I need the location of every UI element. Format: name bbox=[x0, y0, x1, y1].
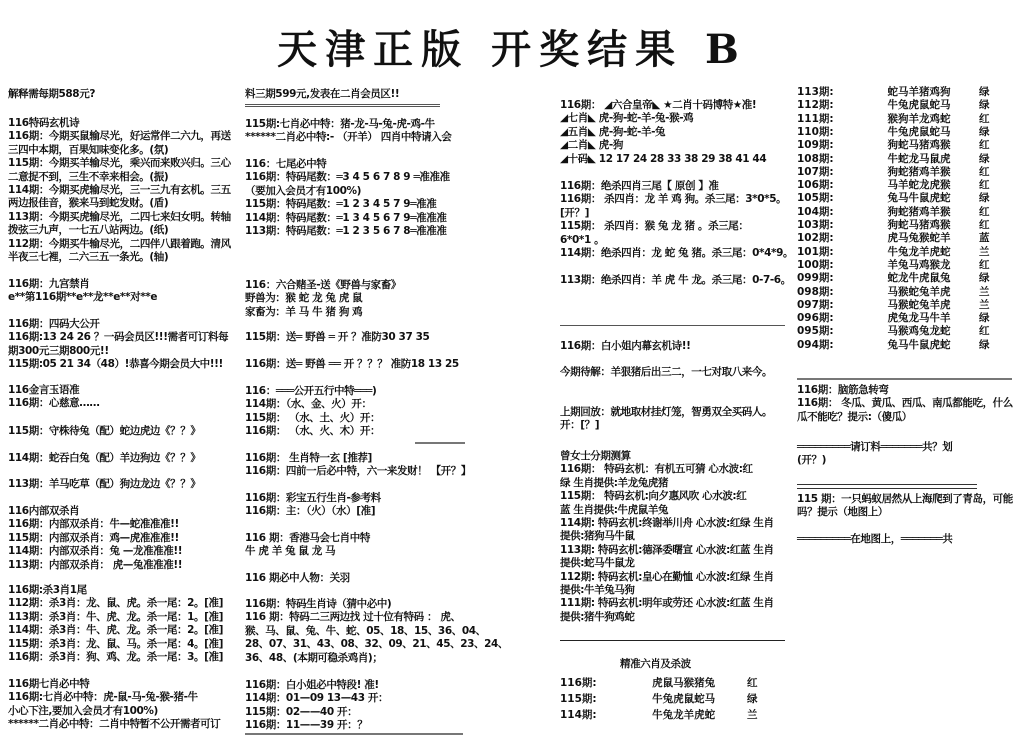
wave-color: 红 bbox=[979, 219, 990, 231]
zodiacs: 虎兔龙马牛羊 bbox=[887, 312, 951, 325]
wave-color: 绿 bbox=[979, 272, 990, 285]
text-line: [开？] bbox=[560, 206, 589, 219]
text-line: 三四中本期，百果知味变化多。(氛) bbox=[8, 143, 169, 156]
text-line: 116期:杀3肖1尾 bbox=[8, 584, 87, 596]
text-line: ◢二肖◣ 虎-狗 bbox=[560, 139, 623, 152]
text-line: 116：六合赌圣-送《野兽与家畜》 bbox=[245, 279, 401, 291]
wave-color: 红 bbox=[979, 139, 990, 152]
text-line: 114期：今期买虎输尽光，三一三九有玄机。三五 bbox=[8, 183, 231, 196]
text-line: 116期：四码大公开 bbox=[8, 318, 100, 330]
history-row bbox=[797, 312, 1019, 325]
six-zodiac-row bbox=[560, 709, 782, 722]
zodiac-special-block bbox=[245, 452, 473, 479]
poem-block bbox=[8, 117, 238, 264]
golden-114 bbox=[8, 452, 238, 465]
text-line: 开：[？] bbox=[560, 419, 600, 432]
text-line: 拨弦三九声，一七五八站两边。(纸) bbox=[8, 224, 169, 237]
text-line: 半夜三七裡，二六三五一条光。(轴) bbox=[8, 250, 169, 263]
history-row bbox=[797, 113, 1019, 126]
last-issue bbox=[560, 406, 792, 433]
text-line: 112期: 特码玄机:皇心在勤恤 心水波:红绿 生肖 bbox=[560, 570, 774, 583]
wave-color: 绿 bbox=[979, 338, 990, 351]
text-line: 115期:七肖必中特：猪-龙-马-兔-虎-鸡-牛 bbox=[245, 118, 435, 130]
text-line: 116期：主：（火）（水）[准] bbox=[245, 505, 376, 518]
text-line: （要加入会员才有100%) bbox=[245, 184, 362, 197]
text-line: 116 期：香港马会七肖中特 bbox=[245, 532, 370, 544]
zodiacs: 牛兔龙羊虎蛇 bbox=[652, 709, 716, 721]
golden-words-block bbox=[8, 384, 238, 411]
text-line: 113期：今期买虎输尽光，二四七来妇女明。转轴 bbox=[8, 210, 231, 223]
history-row bbox=[797, 259, 1019, 272]
text-line: 114期：01—09 13—43 开： bbox=[245, 692, 389, 705]
riddle-block bbox=[797, 384, 1019, 424]
text-line: 野兽为：猴 蛇 龙 兔 虎 鼠 bbox=[245, 292, 363, 305]
text-line: 解释需每期588元? bbox=[8, 88, 96, 100]
text-line: 116期：九宫禁肖 bbox=[8, 278, 90, 290]
history-row bbox=[797, 179, 1019, 192]
text-line: 曾女士分期测算 bbox=[560, 450, 631, 462]
zodiacs: 狗蛇猪鸡羊猴 bbox=[887, 165, 951, 178]
text-line: 精准六肖及杀波 bbox=[620, 658, 691, 670]
text-line: 116期：今期买鼠输尽光，好运常伴二六九，再送 bbox=[8, 130, 231, 143]
text-line: 115期：送═ 野兽 ═ 开 ？准防30 37 35 bbox=[245, 331, 430, 343]
text-line: ═════════请订料═══════共？划 bbox=[797, 441, 953, 453]
text-line: 吗？提示（地图上） bbox=[797, 506, 888, 519]
six-zodiac-title bbox=[620, 658, 852, 671]
send-115 bbox=[245, 331, 473, 344]
text-line: 111期: 特码玄机:明年或劳还 心水波:红蓝 生肖 bbox=[560, 597, 774, 610]
caibao-block bbox=[245, 492, 473, 519]
map-block bbox=[797, 533, 1019, 546]
seven-115-block bbox=[245, 118, 473, 145]
text-line: 牛 虎 羊 兔 鼠 龙 马 bbox=[245, 545, 336, 558]
wave-color: 绿 bbox=[979, 152, 990, 165]
text-line: 116：═══公开五行中特═══) bbox=[245, 385, 377, 397]
wild-domestic-block bbox=[245, 279, 473, 319]
zodiacs: 虎马兔猴蛇羊 bbox=[887, 232, 951, 245]
text-line: 116期：特码生肖诗（猜中必中) bbox=[245, 598, 392, 610]
history-row bbox=[797, 126, 1019, 139]
text-line: 115期:05 21 34（48）!恭喜今期会员大中!!! bbox=[8, 358, 223, 371]
text-line: 上期回放：就地取材挂灯笼，智勇双全买码人。 bbox=[560, 406, 773, 418]
zodiacs: 马猴蛇兔羊虎 bbox=[887, 298, 951, 311]
wave-color: 兰 bbox=[979, 245, 990, 258]
text-line: 蓝 生肖提供:牛虎鼠羊兔 bbox=[560, 503, 669, 516]
text-line: 115期： 杀四肖：猴 兔 龙 猪 。杀三尾： bbox=[560, 220, 749, 233]
history-row bbox=[797, 286, 1019, 299]
zodiacs: 牛兔虎鼠蛇马 bbox=[887, 125, 951, 138]
period: 110期: bbox=[797, 125, 834, 138]
text-line: 二意捉不到，三生不幸来相会。(振) bbox=[8, 170, 169, 183]
text-line: 116期： ◢六合皇帝◣ ★二肖十码博特★准! bbox=[560, 99, 757, 111]
text-line: 料三期599元,发表在二肖会员区!! bbox=[245, 88, 400, 100]
zodiacs: 牛兔虎鼠蛇马 bbox=[652, 693, 716, 705]
period: 105期: bbox=[797, 192, 834, 205]
zodiacs: 蛇马羊猪鸡狗 bbox=[887, 86, 951, 98]
text-line: ◢五肖◣ 虎-狗-蛇-羊-兔 bbox=[560, 125, 666, 138]
text-line: 今期待解：羊狠猪后出三二，一七对取八来今。 bbox=[560, 366, 773, 378]
history-row bbox=[797, 246, 1019, 259]
text-line: 116期： 特码玄机：有机五可猜 心水波:红 bbox=[560, 463, 753, 476]
period: 113期: bbox=[797, 86, 834, 98]
wave-color: 绿 bbox=[746, 693, 758, 705]
text-line: 115期：内部双杀肖：鸡—虎准准准!! bbox=[8, 531, 179, 544]
double-kill-block bbox=[8, 505, 238, 572]
text-line: 116期：绝杀四肖三尾【 原创 】准 bbox=[560, 180, 719, 192]
zeng-block bbox=[560, 450, 792, 624]
history-row bbox=[797, 232, 1019, 245]
zodiacs: 狗蛇马猪鸡猴 bbox=[887, 139, 951, 152]
text-line: 114期: 特码玄机:终谢举川舟 心水波:红绿 生肖 bbox=[560, 516, 774, 529]
wave-color: 绿 bbox=[979, 99, 990, 112]
text-line: 116期：送═ 野兽 ══ 开 ？？？ 准防18 13 25 bbox=[245, 358, 459, 370]
wave-color: 绿 bbox=[979, 125, 990, 138]
zodiacs: 兔马牛鼠虎蛇 bbox=[887, 338, 951, 351]
period: 097期: bbox=[797, 298, 834, 311]
text-line: 115期：杀3肖：龙、鼠、马。杀一尾：4。[准] bbox=[8, 637, 224, 650]
period: 098期: bbox=[797, 285, 834, 298]
text-line: 116期:13 24 26 ？一码会员区!!!需者可订料每 bbox=[8, 331, 229, 344]
period: 108期: bbox=[797, 152, 834, 165]
text-line: 116期：心慈意…… bbox=[8, 397, 100, 410]
zodiacs: 马猴鸡兔龙蛇 bbox=[887, 325, 951, 338]
period: 102期: bbox=[797, 232, 834, 245]
text-line: 116期： 冬瓜、黄瓜、西瓜、南瓜都能吃，什么 bbox=[797, 397, 1013, 410]
text-line: 113期: 特码玄机:德泽委曙宣 心水波:红蓝 生肖 bbox=[560, 543, 774, 556]
seven-tail-block bbox=[245, 158, 473, 238]
text-line: 113期：杀3肖：牛、虎、龙。杀一尾：1。[准] bbox=[8, 610, 224, 623]
text-line: 115期： 特码玄机:向夕惠风吹 心水波:红 bbox=[560, 490, 747, 503]
zodiacs: 马羊蛇龙虎猴 bbox=[887, 179, 951, 192]
period: 101期: bbox=[797, 245, 834, 258]
person-block bbox=[245, 572, 473, 585]
history-row bbox=[797, 219, 1019, 232]
price-note bbox=[245, 88, 473, 101]
text-line: 提供:蛇马牛鼠龙 bbox=[560, 557, 635, 570]
text-line: ═════════在地图上，═══════共 bbox=[797, 533, 953, 545]
wave-color: 红 bbox=[979, 325, 990, 338]
five-elements-block bbox=[245, 385, 473, 439]
text-line: 提供:猪牛狗鸡蛇 bbox=[560, 610, 635, 623]
wave-color: 兰 bbox=[979, 285, 990, 298]
wave-color: 红 bbox=[979, 165, 990, 178]
text-line: 112期：杀3肖：龙、鼠、虎。杀一尾：2。[准] bbox=[8, 597, 224, 610]
period: 106期: bbox=[797, 179, 834, 192]
divider bbox=[797, 378, 1012, 380]
text-line: 115期：守株待兔（配）蛇边虎边《？？》 bbox=[8, 425, 201, 437]
riddle-115-block bbox=[797, 493, 1019, 520]
divider bbox=[245, 733, 463, 735]
text-line: 家畜为：羊 马 牛 猪 狗 鸡 bbox=[245, 305, 363, 318]
text-line: 116期：脑筋急转弯 bbox=[797, 384, 889, 396]
text-line: 115期：02——40 开： bbox=[245, 705, 358, 718]
six-zodiac-row bbox=[560, 693, 782, 706]
text-line: 36、48、(本期可稳杀鸡肖)； bbox=[245, 651, 383, 664]
divider bbox=[415, 442, 465, 444]
text-line: 绿 生肖提供:羊龙兔虎猪 bbox=[560, 476, 669, 489]
period: 107期: bbox=[797, 165, 834, 178]
text-line: 113期：绝杀四肖：羊 虎 牛 龙。杀三尾：0-7-6。 bbox=[560, 273, 791, 286]
text-line: 114期：蛇吞白兔（配）羊边狗边《？？》 bbox=[8, 452, 201, 464]
wave-color: 红 bbox=[979, 179, 990, 192]
text-line: 提供:猪狗马牛鼠 bbox=[560, 530, 635, 543]
text-line: 116期：特码尾数：═3 4 5 6 7 8 9 ═准准准 bbox=[245, 171, 450, 184]
history-row bbox=[797, 339, 1019, 352]
text-line: 112期：今期买牛输尽光，二四伴八跟着跑。清风 bbox=[8, 237, 231, 250]
wave-color: 红 bbox=[746, 677, 758, 689]
history-row bbox=[797, 99, 1019, 112]
period: 096期: bbox=[797, 312, 834, 325]
text-line: 115期： （水、土、火）开： bbox=[245, 411, 381, 424]
history-row bbox=[797, 166, 1019, 179]
period: 114期: bbox=[560, 709, 597, 721]
text-line: 28、07、31、43、08、32、09、21、45、23、24、 bbox=[245, 638, 509, 651]
order-block bbox=[797, 441, 1019, 468]
zodiacs: 蛇龙牛虎鼠兔 bbox=[887, 272, 951, 285]
bai-poem-block bbox=[560, 340, 792, 353]
text-line: 瓜不能吃？提示:（傻瓜） bbox=[797, 410, 912, 423]
text-line: 116：七尾必中特 bbox=[245, 158, 327, 170]
period: 104期: bbox=[797, 205, 834, 218]
wave-color: 兰 bbox=[979, 298, 990, 311]
history-row bbox=[797, 206, 1019, 219]
divider bbox=[560, 325, 785, 326]
text-line: 116期:七肖必中特：虎-鼠-马-兔-猴-猪-牛 bbox=[8, 691, 198, 704]
seven-zodiac-block bbox=[8, 678, 238, 732]
text-line: 116期： 杀四肖：龙 羊 鸡 狗。杀三尾：3*0*5。 bbox=[560, 193, 787, 206]
history-row bbox=[797, 299, 1019, 312]
period: 111期: bbox=[797, 112, 834, 125]
history-row bbox=[797, 325, 1019, 338]
text-line bbox=[560, 260, 792, 273]
golden-115 bbox=[8, 425, 238, 438]
text-line: 116期：白小姐必中特段! 准! bbox=[245, 679, 379, 691]
text-line: ◢七肖◣ 虎-狗-蛇-羊-兔-猴-鸡 bbox=[560, 112, 694, 125]
period: 099期: bbox=[797, 272, 834, 285]
text-line: 116期七肖必中特 bbox=[8, 678, 90, 690]
text-line: 116 期：特码二三两边找 过十位有特码 ： 虎、 bbox=[245, 611, 461, 624]
period: 100期: bbox=[797, 258, 834, 271]
text-line: 116内部双杀肖 bbox=[8, 505, 80, 517]
text-line: 116期： 生肖特一玄 [推荐] bbox=[245, 452, 372, 464]
period: 095期: bbox=[797, 325, 834, 338]
text-line: ◢十码◣ 12 17 24 28 33 38 29 38 41 44 bbox=[560, 152, 767, 165]
text-line: 小心下注,要加入会员才有100%) bbox=[8, 704, 158, 717]
text-line: 提供:牛羊兔马狗 bbox=[560, 583, 635, 596]
text-line: 113期：内部双杀肖： 虎—兔准准准!! bbox=[8, 558, 183, 571]
zodiacs: 羊兔马鸡猴龙 bbox=[887, 258, 951, 271]
history-row bbox=[797, 272, 1019, 285]
wave-color: 绿 bbox=[979, 312, 990, 325]
text-line: e**第116期**e**龙**e**对**e bbox=[8, 291, 158, 304]
price-note bbox=[8, 88, 238, 101]
wave-color: 蓝 bbox=[979, 232, 990, 245]
text-line: 115期：特码尾数：═1 2 3 4 5 7 9═准准 bbox=[245, 198, 437, 211]
history-row bbox=[797, 139, 1019, 152]
zodiacs: 虎鼠马猴猪兔 bbox=[652, 677, 716, 689]
divider bbox=[245, 104, 440, 107]
history-row bbox=[797, 153, 1019, 166]
text-line: 115 期：一只蚂蚁居然从上海爬到了青岛，可能 bbox=[797, 493, 1013, 505]
text-line: 115期：今期买羊输尽光，乘兴而来败兴归。三心 bbox=[8, 157, 231, 170]
zodiacs: 兔马牛鼠虎蛇 bbox=[887, 192, 951, 205]
kill3-block bbox=[8, 584, 238, 664]
text-line: 116特码玄机诗 bbox=[8, 117, 80, 129]
history-row bbox=[797, 86, 1019, 99]
text-line: ******二肖必中特:- （开羊） 四肖中特请入会 bbox=[245, 131, 452, 144]
four-code-block bbox=[8, 318, 238, 372]
period: 112期: bbox=[797, 99, 834, 112]
wave-color: 红 bbox=[979, 205, 990, 218]
text-line: 113期：羊马吃草（配）狗边龙边《？？》 bbox=[8, 478, 201, 490]
text-line: 116期：11——39 开：？ bbox=[245, 719, 368, 732]
page-title: 天津正版 开奖结果 B bbox=[277, 26, 747, 73]
zodiacs: 牛兔虎鼠蛇马 bbox=[887, 99, 951, 112]
text-line: ******二肖必中特：二肖中特暂不公开需者可订 bbox=[8, 718, 221, 731]
text-line: 116金言玉语准 bbox=[8, 384, 80, 396]
period: 116期: bbox=[560, 677, 597, 689]
text-line: 期300元三期800元!! bbox=[8, 344, 109, 357]
text-line: 116期： （水、火、木）开： bbox=[245, 425, 381, 438]
wave-color: 红 bbox=[979, 112, 990, 125]
text-line: 猴、马、鼠、兔、牛、蛇、05、18、15、36、04、 bbox=[245, 624, 486, 637]
text-line: 116期：四前一后必中特，六一来发财！ 【开？】 bbox=[245, 465, 471, 478]
text-line: 114期：特码尾数：═1 3 4 5 6 7 9═准准准 bbox=[245, 211, 447, 224]
nine-palace-block bbox=[8, 278, 238, 305]
text-line: 两边报佳音，猴来马到蛇发财。(盾) bbox=[8, 197, 169, 210]
send-116 bbox=[245, 358, 473, 371]
period: 115期: bbox=[560, 693, 597, 705]
history-row bbox=[797, 192, 1019, 205]
text-line: 116期：彩宝五行生肖-参考料 bbox=[245, 492, 381, 504]
golden-113 bbox=[8, 478, 238, 491]
wave-color: 绿 bbox=[979, 86, 990, 98]
zodiacs: 牛兔龙羊虎蛇 bbox=[887, 245, 951, 258]
six-zodiac-row bbox=[560, 677, 782, 690]
period: 103期: bbox=[797, 219, 834, 231]
text-line: 6*0*1 。 bbox=[560, 233, 605, 246]
text-line: 114期：绝杀四肖：龙 蛇 兔 猪。杀三尾：0*4*9。 bbox=[560, 246, 794, 259]
kill4-block bbox=[560, 180, 792, 287]
bai-segment-block bbox=[245, 679, 473, 733]
poem2-block bbox=[245, 598, 509, 665]
zodiacs: 狗蛇马猪鸡猴 bbox=[887, 219, 951, 231]
wave-color: 兰 bbox=[746, 709, 758, 721]
text-line: (开？) bbox=[797, 454, 826, 467]
text-line: 116期：内部双杀肖：牛—蛇准准准!! bbox=[8, 518, 179, 531]
period: 109期: bbox=[797, 139, 834, 152]
zodiacs: 猴狗羊龙鸡蛇 bbox=[887, 112, 951, 125]
text-line: 113期：特码尾数：═1 2 3 5 6 7 8═准准准 bbox=[245, 224, 447, 237]
wave-color: 绿 bbox=[979, 192, 990, 205]
divider bbox=[560, 640, 785, 641]
text-line: 116期：杀3肖：狗、鸡、龙。杀一尾：3。[准] bbox=[8, 650, 224, 663]
period: 094期: bbox=[797, 338, 834, 351]
hk-block bbox=[245, 532, 473, 559]
text-line: 114期：内部双杀肖：兔 —龙准准准!! bbox=[8, 545, 183, 558]
emperor-block bbox=[560, 99, 792, 166]
zodiacs: 马猴蛇兔羊虎 bbox=[887, 285, 951, 298]
this-issue bbox=[560, 366, 792, 379]
zodiacs: 狗蛇猪鸡羊猴 bbox=[887, 205, 951, 218]
wave-color: 红 bbox=[979, 258, 990, 271]
text-line: 116 期必中人物：关羽 bbox=[245, 572, 350, 584]
divider bbox=[797, 484, 977, 489]
text-line: 114期：（水、金、火）开： bbox=[245, 398, 372, 411]
text-line: 116期：白小姐内幕玄机诗!! bbox=[560, 340, 691, 352]
zodiacs: 牛蛇龙马鼠虎 bbox=[887, 152, 951, 165]
text-line: 114期：杀3肖：牛、虎、龙。杀一尾：2。[准] bbox=[8, 624, 224, 637]
